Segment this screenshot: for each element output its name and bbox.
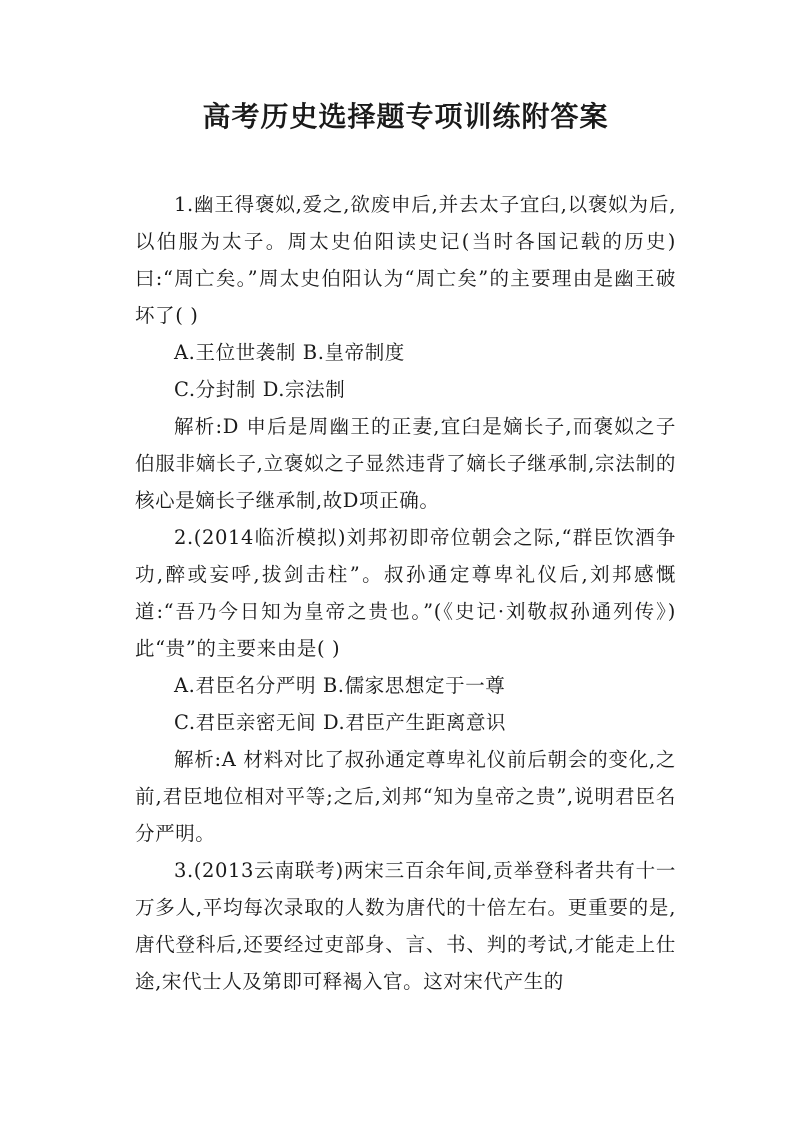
question-2-options-ab: A.君臣名分严明 B.儒家思想定于一尊	[174, 674, 506, 697]
question-1-options-ab: A.王位世袭制 B.皇帝制度	[174, 341, 405, 364]
question-1-stem: 1.幽王得褒姒,爱之,欲废申后,并去太子宜臼,以褒姒为后,以伯服为太子。周太史伯阳读史记(当时各国记载的历史)曰:“周亡矣。”周太史伯阳认为“周亡矣”的主要理由是幽王破坏了( )	[135, 193, 676, 327]
question-3-stem: 3.(2013云南联考)两宋三百余年间,贡举登科者共有十一万多人,平均每次录取的人数为唐代的十倍左右。更重要的是,唐代登科后,还要经过吏部身、言、书、判的考试,才能走上仕途,宋代士人及第即可释褐入官。这对宋代产生的	[135, 859, 676, 993]
question-1-options-cd: C.分封制 D.宗法制	[174, 378, 346, 401]
question-1-analysis: 解析:D 申后是周幽王的正妻,宜臼是嫡长子,而褒姒之子伯服非嫡长子,立褒姒之子显然违背了嫡长子继承制,宗法制的核心是嫡长子继承制,故D项正确。	[135, 415, 676, 512]
document-title: 高考历史选择题专项训练附答案	[202, 100, 609, 133]
question-2-options-cd: C.君臣亲密无间 D.君臣产生距离意识	[174, 711, 507, 734]
question-2-analysis: 解析:A 材料对比了叔孙通定尊卑礼仪前后朝会的变化,之前,君臣地位相对平等;之后,刘邦“知为皇帝之贵”,说明君臣名分严明。	[135, 748, 676, 845]
document-body	[135, 186, 676, 1000]
question-2-stem: 2.(2014临沂模拟)刘邦初即帝位朝会之际,“群臣饮酒争功,醉或妄呼,拔剑击柱”。叔孙通定尊卑礼仪后,刘邦感慨道:“吾乃今日知为皇帝之贵也。”(《史记·刘敬叔孙通列传》)此“贵”的主要来由是( )	[135, 526, 676, 660]
